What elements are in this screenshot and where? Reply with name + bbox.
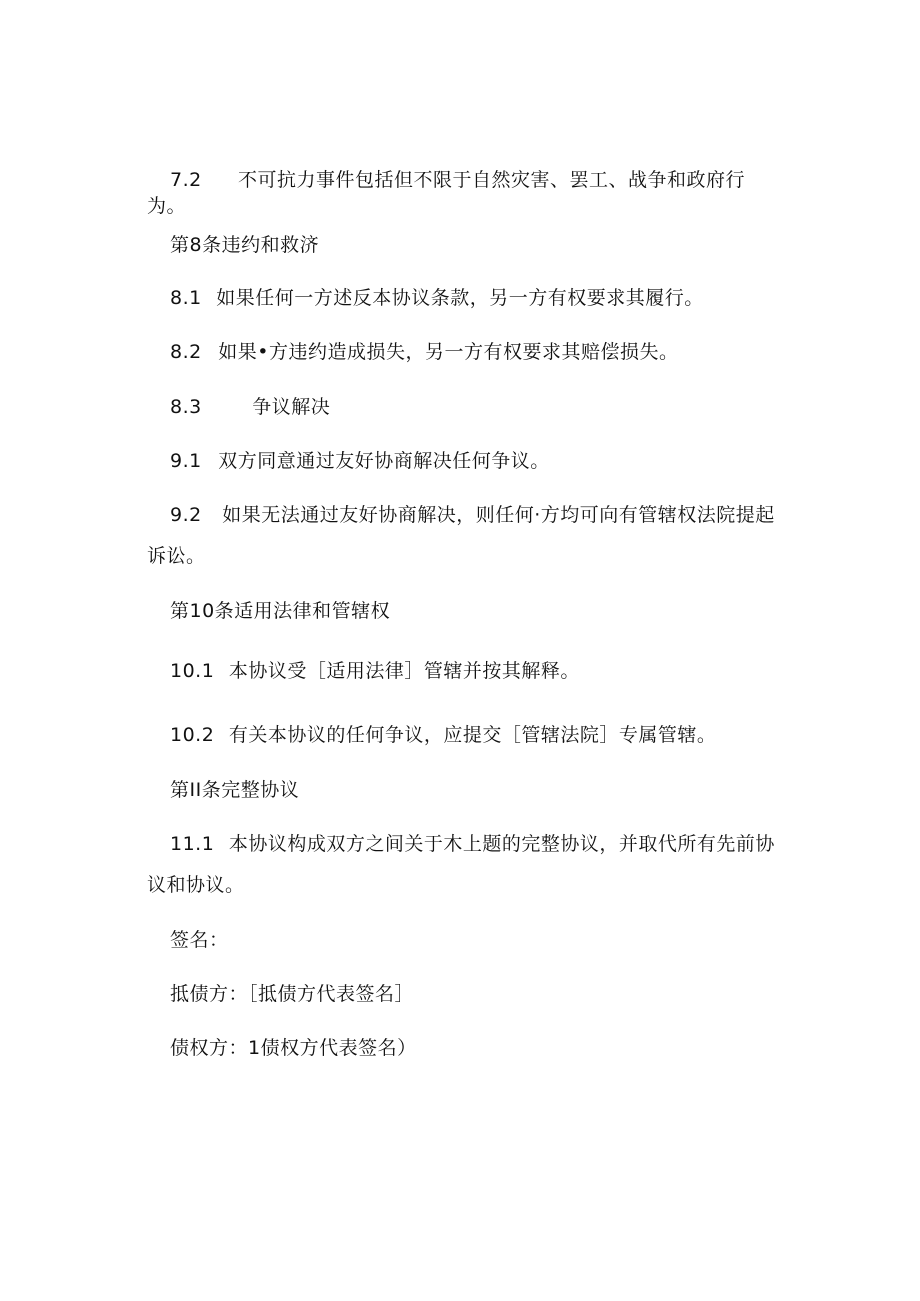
- clause-number: 8.2: [170, 341, 202, 363]
- clause-8-2: [170, 340, 678, 364]
- clause-text: 如果无法通过友好协商解决，则任何·方均可向有管辖权法院提起: [222, 504, 775, 526]
- clause-7-2-text-line2: 为。: [147, 195, 187, 217]
- clause-9-1: [170, 449, 550, 473]
- clause-number: 7.2: [170, 169, 202, 191]
- section-heading-11: 第II条完整协议: [170, 779, 300, 801]
- clause-text: 有关本协议的任何争议，应提交［管辖法院］专属管辖。: [228, 724, 717, 746]
- clause-number: 10.1: [170, 660, 215, 682]
- clause-10-2: [170, 723, 716, 747]
- clause-7-2: [170, 168, 202, 192]
- mortgagor-signature-line: 抵债方：［抵债方代表签名］: [170, 983, 415, 1005]
- clause-text: 如果任何一方述反本协议条款，另一方有权要求其履行。: [216, 287, 704, 309]
- section-heading-8: 第8条违约和救济: [170, 234, 320, 256]
- clause-7-2-text-line1: 不可抗力事件包括但不限于自然灾害、罢工、战争和政府行: [238, 169, 746, 191]
- clause-text: 争议解决: [252, 396, 331, 418]
- clause-text: 如果•方违约造成损失，另一方有权要求其赔偿损失。: [218, 341, 679, 363]
- clause-9-2: [170, 503, 775, 527]
- clause-text: 本协议构成双方之间关于木上题的完整协议，并取代所有先前协: [228, 833, 775, 855]
- clause-number: 9.2: [170, 504, 202, 526]
- clause-number: 8.3: [170, 396, 202, 418]
- clause-11-1-text-line2: 议和协议。: [147, 874, 245, 896]
- clause-8-3: [170, 395, 330, 419]
- clause-number: 9.1: [170, 450, 202, 472]
- creditor-signature-line: 债权方：1债权方代表签名）: [170, 1037, 417, 1059]
- clause-10-1: [170, 659, 580, 683]
- clause-11-1: [170, 832, 775, 856]
- clause-number: 10.2: [170, 724, 215, 746]
- clause-text: 双方同意通过友好协商解决任何争议。: [218, 450, 550, 472]
- clause-number: 8.1: [170, 287, 202, 309]
- clause-8-1: [170, 286, 704, 310]
- clause-text: 本协议受［适用法律］管辖并按其解释。: [228, 660, 580, 682]
- clause-9-2-text-line2: 诉讼。: [147, 545, 206, 567]
- section-heading-10: 第10条适用法律和管辖权: [170, 600, 391, 622]
- clause-number: 11.1: [170, 833, 215, 855]
- signature-label: 签名：: [170, 929, 229, 951]
